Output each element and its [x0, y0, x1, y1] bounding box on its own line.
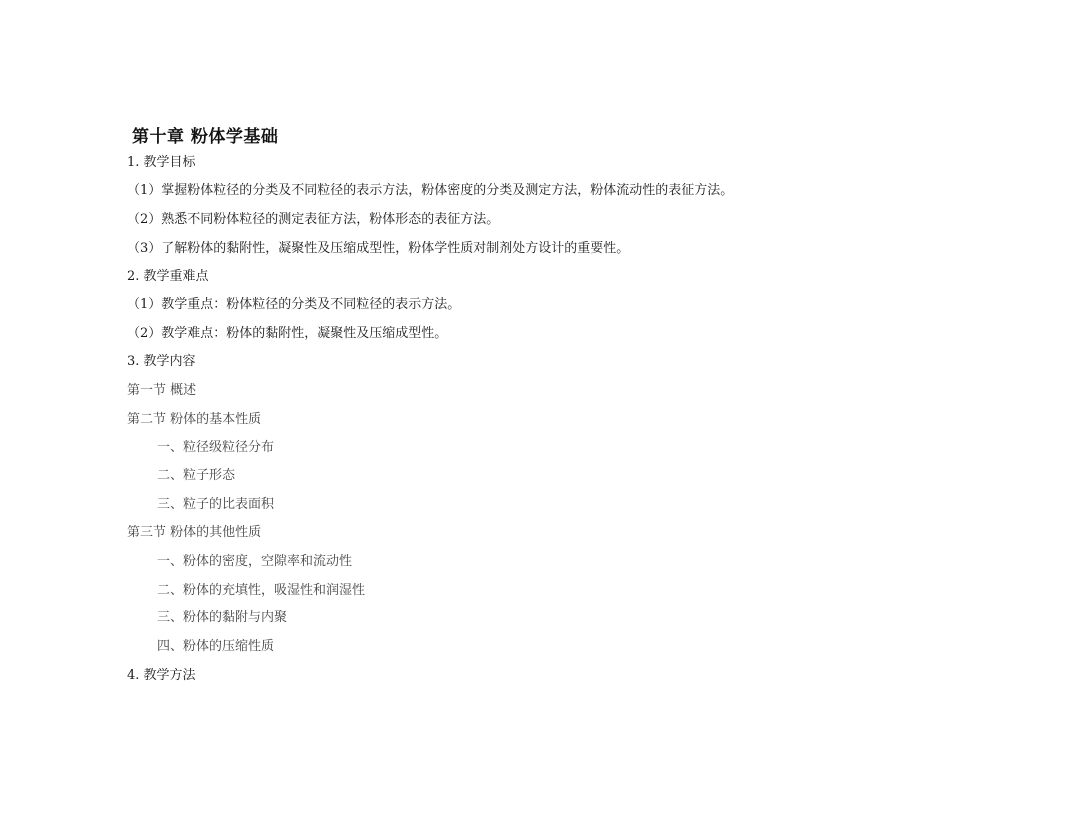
section-heading-content: 3. 教学内容 — [127, 354, 196, 369]
content-subitem-2-3: 三、粒子的比表面积 — [157, 497, 275, 512]
content-section-3: 第三节 粉体的其他性质 — [127, 525, 262, 540]
content-section-2: 第二节 粉体的基本性质 — [127, 412, 262, 427]
objective-item-3: （3）了解粉体的黏附性，凝聚性及压缩成型性，粉体学性质对制剂处方设计的重要性。 — [127, 241, 630, 256]
objective-item-1: （1）掌握粉体粒径的分类及不同粒径的表示方法，粉体密度的分类及测定方法，粉体流动性的表征方法。 — [127, 183, 734, 198]
content-subitem-2-2: 二、粒子形态 — [157, 468, 236, 483]
content-subitem-3-4: 四、粉体的压缩性质 — [157, 639, 275, 654]
content-subitem-3-3: 三、粉体的黏附与内聚 — [157, 610, 288, 625]
section-heading-key-points: 2. 教学重难点 — [127, 269, 209, 284]
section-heading-methods: 4. 教学方法 — [127, 668, 196, 683]
objective-item-2: （2）熟悉不同粉体粒径的测定表征方法，粉体形态的表征方法。 — [127, 212, 500, 227]
section-heading-objectives: 1. 教学目标 — [127, 155, 196, 170]
content-section-1: 第一节 概述 — [127, 383, 197, 398]
content-subitem-3-2: 二、粉体的充填性，吸湿性和润湿性 — [157, 583, 366, 598]
content-subitem-3-1: 一、粉体的密度，空隙率和流动性 — [157, 554, 353, 569]
chapter-title: 第十章 粉体学基础 — [132, 127, 279, 147]
key-point-item-1: （1）教学重点：粉体粒径的分类及不同粒径的表示方法。 — [127, 297, 461, 312]
key-point-item-2: （2）教学难点：粉体的黏附性，凝聚性及压缩成型性。 — [127, 326, 448, 341]
content-subitem-2-1: 一、粒径级粒径分布 — [157, 440, 275, 455]
